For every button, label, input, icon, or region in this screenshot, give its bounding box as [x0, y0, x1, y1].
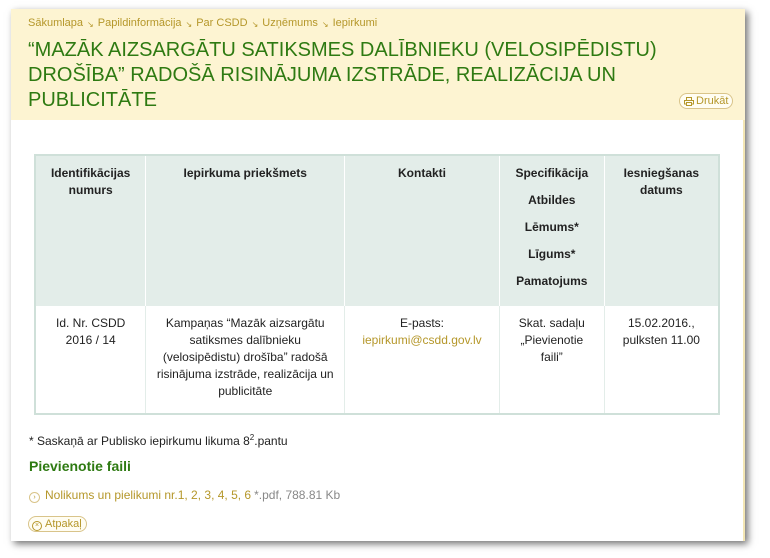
header-spec-atbildes: Atbildes	[528, 193, 576, 207]
print-button[interactable]	[679, 93, 733, 109]
cell-specification: Skat. sadaļu „Pievienotie faili”	[499, 306, 604, 414]
attached-files-heading: Pievienotie faili	[29, 458, 131, 474]
back-button[interactable]	[28, 516, 87, 532]
breadcrumb-item-home[interactable]: Sākumlapa	[28, 17, 84, 29]
printer-icon	[684, 97, 694, 106]
cell-subject: Kampaņas “Mazāk aizsargātu satiksmes dalībnieku (velosipēdistu) drošība” radošā risinājuma izstrāde, realizācija un publicitāte	[146, 306, 345, 414]
header-id: Identifikācijas numurs	[35, 155, 146, 306]
header-spec-pamatojums: Pamatojums	[516, 274, 588, 288]
breadcrumb-arrow-icon: ↘	[251, 20, 259, 29]
page-header	[11, 9, 745, 120]
breadcrumb-arrow-icon: ↘	[321, 20, 329, 29]
page-title: “MAZĀK AIZSARGĀTU SATIKSMES DALĪBNIEKU (VELOSIPĒDISTU) DROŠĪBA” RADOŠĀ RISINĀJUMA IZSTRĀDE, REALIZĀCIJA UN PUBLICITĀTE	[28, 39, 657, 111]
right-border-strip	[743, 120, 745, 541]
cell-contacts	[345, 306, 500, 414]
content-panel	[11, 9, 745, 541]
back-label: Atpakaļ	[45, 518, 82, 530]
email-link[interactable]: iepirkumi@csdd.gov.lv	[362, 333, 482, 347]
header-spec-specifikacija: Specifikācija	[515, 166, 589, 180]
print-label: Drukāt	[696, 95, 729, 107]
table-row	[35, 306, 719, 414]
header-spec-lemums: Lēmums*	[524, 220, 579, 234]
table-header-row	[35, 155, 719, 306]
header-contacts: Kontakti	[345, 155, 500, 306]
breadcrumb-item-iepirkumi[interactable]: Iepirkumi	[332, 17, 378, 29]
breadcrumb-item-papildinformacija[interactable]: Papildinformācija	[97, 17, 182, 29]
footnote	[29, 433, 288, 448]
cell-deadline: 15.02.2016., pulksten 11.00	[622, 316, 700, 347]
file-list-item	[29, 488, 340, 503]
header-spec-ligums: Līgums*	[528, 247, 576, 261]
contacts-label: E-pasts:	[400, 316, 445, 330]
breadcrumb-arrow-icon: ↘	[87, 20, 94, 29]
header-specification	[499, 155, 604, 306]
breadcrumb-arrow-icon: ↘	[185, 20, 193, 29]
cell-id: Id. Nr. CSDD 2016 / 14	[35, 306, 146, 414]
file-download-link[interactable]: Nolikums un pielikumi nr.1, 2, 3, 4, 5, 6	[45, 488, 252, 502]
breadcrumb-item-par-csdd[interactable]: Par CSDD	[196, 17, 248, 29]
footnote-text: * Saskaņā ar Publisko iepirkumu likuma 8	[29, 434, 250, 448]
footnote-suffix: .pantu	[254, 434, 288, 448]
chevron-right-icon: ›	[29, 492, 40, 503]
file-meta: *.pdf, 788.81 Kb	[254, 488, 341, 502]
back-circle-icon: ×	[32, 521, 42, 531]
breadcrumb-item-uznemums[interactable]: Uzņēmums	[262, 17, 318, 29]
breadcrumb	[28, 17, 377, 29]
header-subject: Iepirkuma priekšmets	[146, 155, 345, 306]
footnote-sup: 2	[249, 433, 255, 442]
header-deadline: Iesniegšanas datums	[604, 155, 719, 306]
procurement-table	[34, 154, 720, 415]
